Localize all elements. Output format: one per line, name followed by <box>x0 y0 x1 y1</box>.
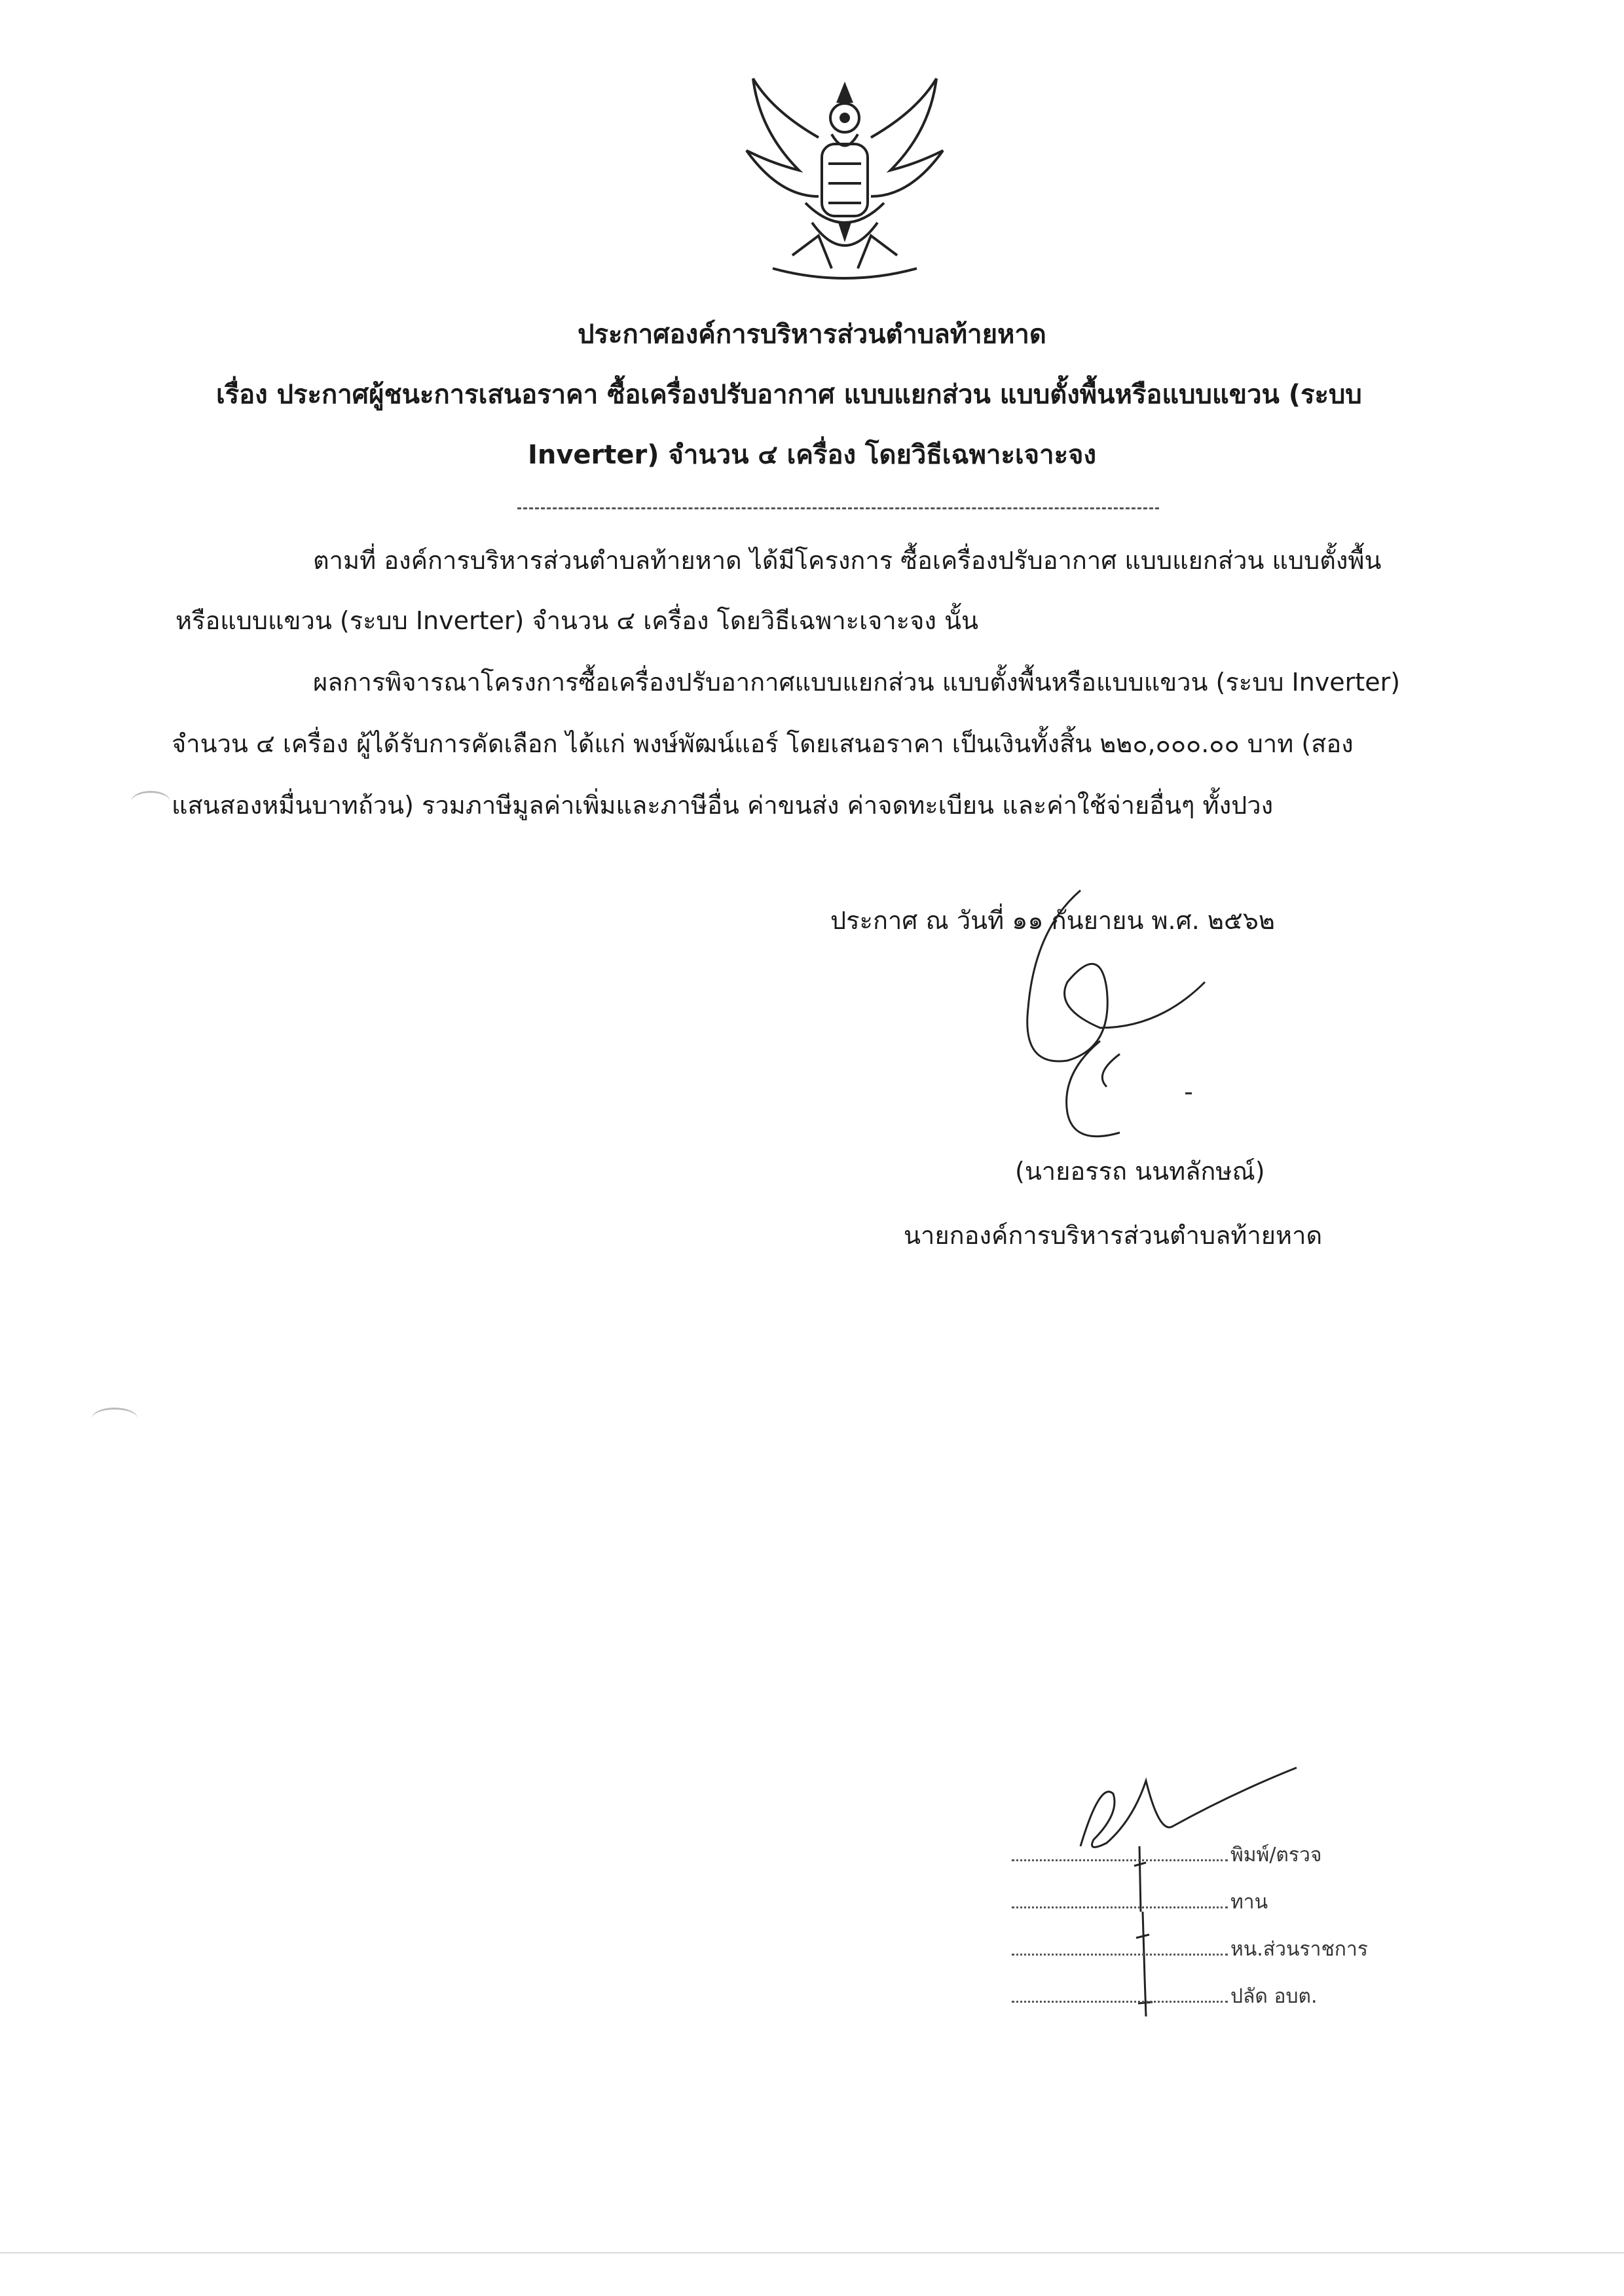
review-label-deputy-chief: ปลัด อบต. <box>1230 1985 1318 2008</box>
signatory-name: (นายอรรถ นนทลักษณ์) <box>1015 1157 1265 1186</box>
body-paragraph-2-line-1: ผลการพิจารณาโครงการซื้อเครื่องปรับอากาศแบบแยกส่วน แบบตั้งพื้นหรือแบบแขวน (ระบบ Inverter) <box>313 668 1401 697</box>
handwritten-signature <box>1008 877 1231 1152</box>
body-paragraph-2-line-3: แสนสองหมื่นบาทถ้วน) รวมภาษีมูลค่าเพิ่มและภาษีอื่น ค่าขนส่ง ค่าจดทะเบียน และค่าใช้จ่ายอื่นๆ ทั้งปวง <box>172 791 1274 820</box>
title-divider <box>517 507 1159 509</box>
review-label-proofread: ทาน <box>1230 1891 1268 1914</box>
announcement-date: ประกาศ ณ วันที่ ๑๑ กันยายน พ.ศ. ๒๕๖๒ <box>830 906 1275 935</box>
signatory-position: นายกองค์การบริหารส่วนตำบลท้ายหาด <box>904 1221 1323 1250</box>
body-paragraph-1-line-1: ตามที่ องค์การบริหารส่วนตำบลท้ายหาด ได้มีโครงการ ซื้อเครื่องปรับอากาศ แบบแยกส่วน แบบตั้งพื้น <box>313 546 1382 575</box>
review-label-head-of-division: หน.ส่วนราชการ <box>1230 1938 1368 1961</box>
subject-line-2: Inverter) จำนวน ๔ เครื่อง โดยวิธีเฉพาะเจาะจง <box>527 440 1097 470</box>
review-label-typed-checked: พิมพ์/ตรวจ <box>1230 1844 1322 1867</box>
review-row-proofread <box>1012 1887 1268 1918</box>
punch-hole-mark <box>131 791 170 812</box>
scan-edge-line <box>0 2252 1624 2253</box>
announcement-title: ประกาศองค์การบริหารส่วนตำบลท้ายหาด <box>578 319 1046 350</box>
review-row-deputy-chief <box>1012 1981 1318 2012</box>
body-paragraph-2-line-2: จำนวน ๔ เครื่อง ผู้ได้รับการคัดเลือก ได้แก่ พงษ์พัฒน์แอร์ โดยเสนอราคา เป็นเงินทั้งสิ้น ๒๒๐,๐๐๐.๐๐ บาท (สอง <box>172 729 1354 758</box>
subject-line-1: เรื่อง ประกาศผู้ชนะการเสนอราคา ซื้อเครื่องปรับอากาศ แบบแยกส่วน แบบตั้งพื้นหรือแบบแขวน (ระบบ <box>216 380 1362 410</box>
garuda-emblem <box>733 72 956 288</box>
body-paragraph-1-line-2: หรือแบบแขวน (ระบบ Inverter) จำนวน ๔ เครื่อง โดยวิธีเฉพาะเจาะจง นั้น <box>175 606 978 635</box>
punch-hole-mark <box>92 1408 138 1429</box>
review-row-head-of-division <box>1012 1934 1368 1965</box>
review-row-typed-checked <box>1012 1840 1321 1870</box>
